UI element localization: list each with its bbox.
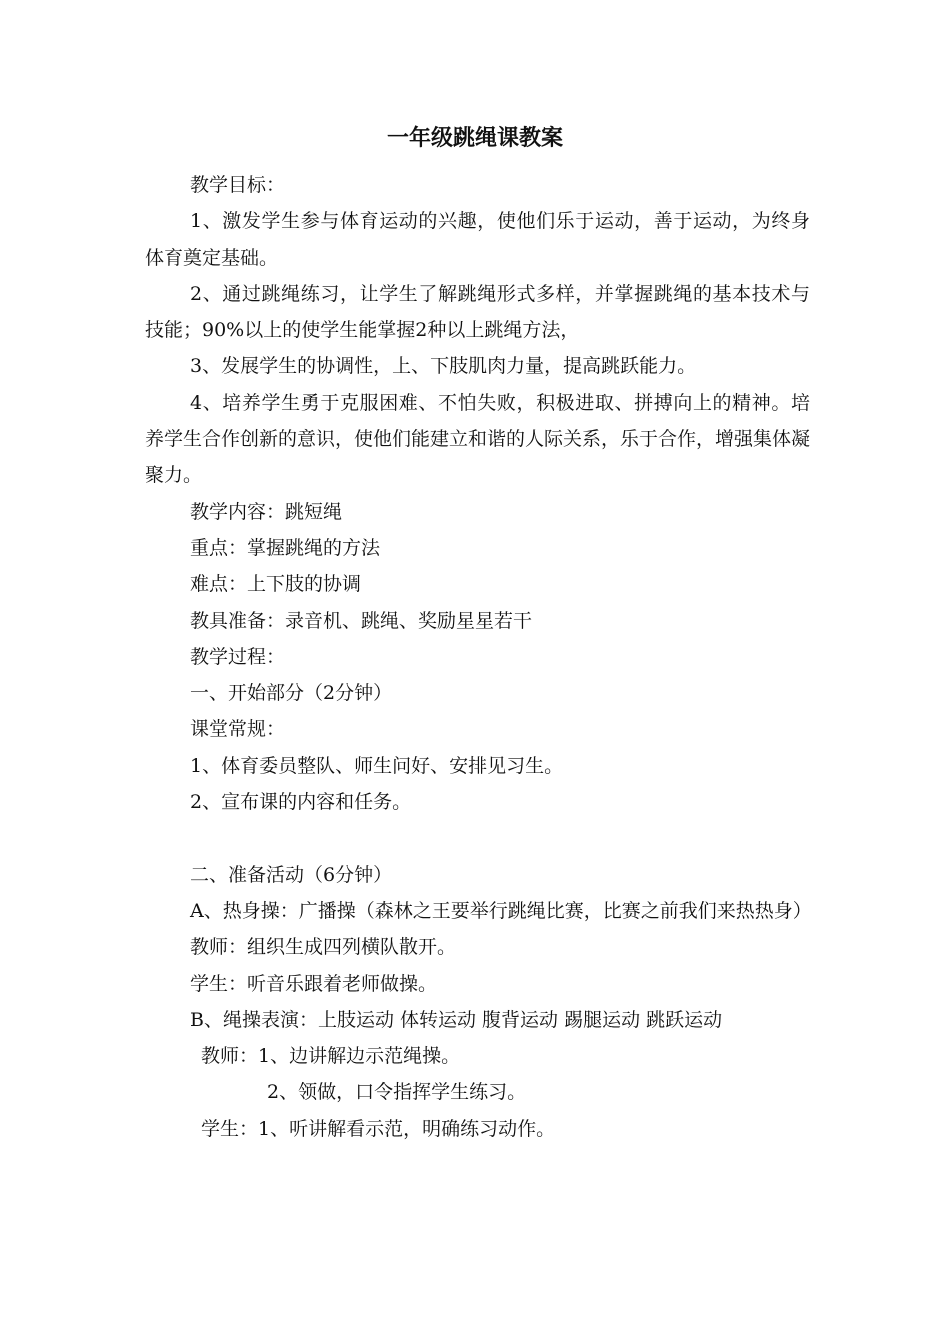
- paragraph-routine-1: 1、体育委员整队、师生问好、安排见习生。: [190, 754, 564, 777]
- blank-line: [145, 820, 810, 856]
- paragraph-difficulty: 难点：上下肢的协调: [190, 573, 362, 596]
- paragraph-goal-3: 3、发展学生的协调性，上、下肢肌肉力量，提高跳跃能力。: [190, 355, 697, 378]
- paragraph-teaching-goals-heading: 教学目标：: [190, 174, 286, 196]
- paragraph-rope-teacher-1: 教师：1、边讲解边示范绳操。: [201, 1045, 461, 1068]
- paragraph-process-heading: 教学过程：: [190, 645, 286, 668]
- paragraph-warmup-teacher: 教师：组织生成四列横队散开。: [190, 936, 457, 959]
- paragraph-teaching-content: 教学内容：跳短绳: [190, 500, 343, 523]
- paragraph-rope-teacher-2: 2、领做，口令指挥学生练习。: [267, 1081, 527, 1104]
- paragraph-rope-student-1: 学生：1、听讲解看示范，明确练习动作。: [201, 1117, 556, 1140]
- paragraph-goal-4: 4、培养学生勇于克服困难、不怕失败，积极进取、拼搏向上的精神。培养学生合作创新的意识，使他们能建立和谐的人际关系，乐于合作，增强集体凝聚力。: [145, 391, 811, 487]
- paragraph-warmup-student: 学生：听音乐跟着老师做操。: [190, 972, 438, 995]
- paragraph-part-two-heading: 二、准备活动（6分钟）: [190, 863, 393, 886]
- paragraph-routine-2: 2、宣布课的内容和任务。: [190, 791, 412, 814]
- document-body: [145, 167, 810, 1147]
- paragraph-key-point: 重点：掌握跳绳的方法: [190, 536, 381, 559]
- paragraph-equipment: 教具准备：录音机、跳绳、奖励星星若干: [190, 609, 533, 632]
- paragraph-part-one-heading: 一、开始部分（2分钟）: [190, 682, 393, 705]
- paragraph-goal-2: 2、通过跳绳练习，让学生了解跳绳形式多样，并掌握跳绳的基本技术与技能；90%以上的使学生能掌握2种以上跳绳方法，: [145, 282, 810, 342]
- document-title: 一年级跳绳课教案: [386, 125, 563, 151]
- paragraph-warmup: A、热身操：广播操（森林之王要举行跳绳比赛，比赛之前我们来热热身）: [190, 899, 812, 922]
- paragraph-goal-1: 1、激发学生参与体育运动的兴趣，使他们乐于运动，善于运动，为终身体育奠定基础。: [145, 210, 810, 269]
- paragraph-class-routine: 课堂常规：: [190, 718, 286, 741]
- paragraph-rope-exercise: B、绳操表演：上肢运动 体转运动 腹背运动 踢腿运动 跳跃运动: [190, 1008, 723, 1031]
